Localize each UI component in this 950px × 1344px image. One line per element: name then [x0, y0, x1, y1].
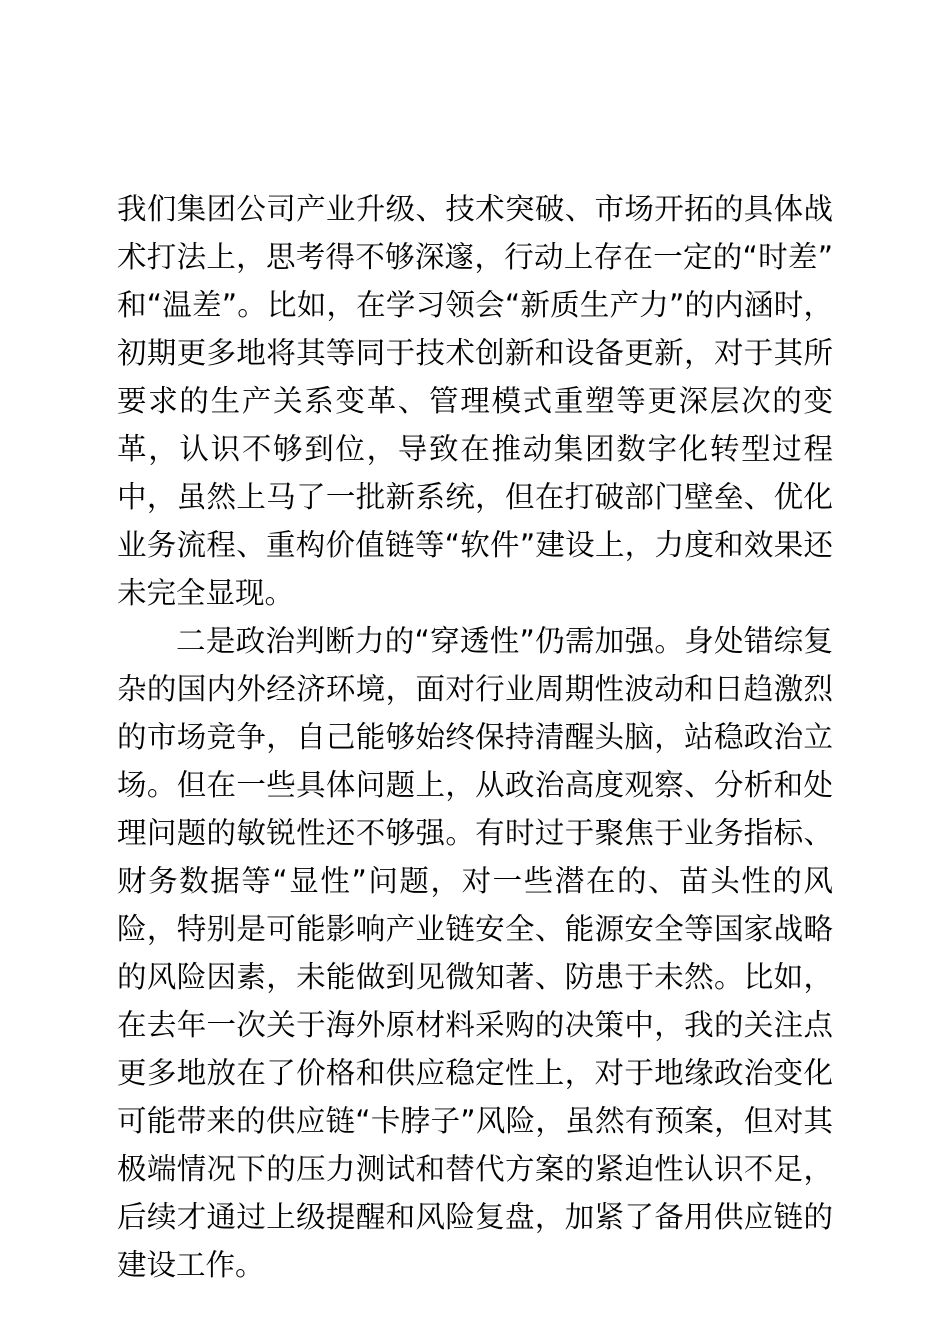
paragraph-point-two: 二是政治判断力的“穿透性”仍需加强。身处错综复杂的国内外经济环境，面对行业周期性波动和日趋激烈的市场竞争，自己能够始终保持清醒头脑，站稳政治立场。但在一些具体问题上，从政治高度观察、分析和处理问题的敏锐性还不够强。有时过于聚焦于业务指标、财务数据等“显性”问题，对一些潜在的、苗头性的风险，特别是可能影响产业链安全、能源安全等国家战略的风险因素，未能做到见微知著、防患于未然。比如，在去年一次关于海外原材料采购的决策中，我的关注点更多地放在了价格和供应稳定性上，对于地缘政治变化可能带来的供应链“卡脖子”风险，虽然有预案，但对其极端情况下的压力测试和替代方案的紧迫性认识不足，后续才通过上级提醒和风险复盘，加紧了备用供应链的建设工作。	[117, 624, 833, 1282]
document-text-column	[117, 185, 833, 1289]
paragraph-continuation: 我们集团公司产业升级、技术突破、市场开拓的具体战术打法上，思考得不够深邃，行动上存在一定的“时差”和“温差”。比如，在学习领会“新质生产力”的内涵时，初期更多地将其等同于技术创新和设备更新，对于其所要求的生产关系变革、管理模式重塑等更深层次的变革，认识不够到位，导致在推动集团数字化转型过程中，虽然上马了一批新系统，但在打破部门壁垒、优化业务流程、重构价值链等“软件”建设上，力度和效果还未完全显现。	[117, 192, 833, 610]
